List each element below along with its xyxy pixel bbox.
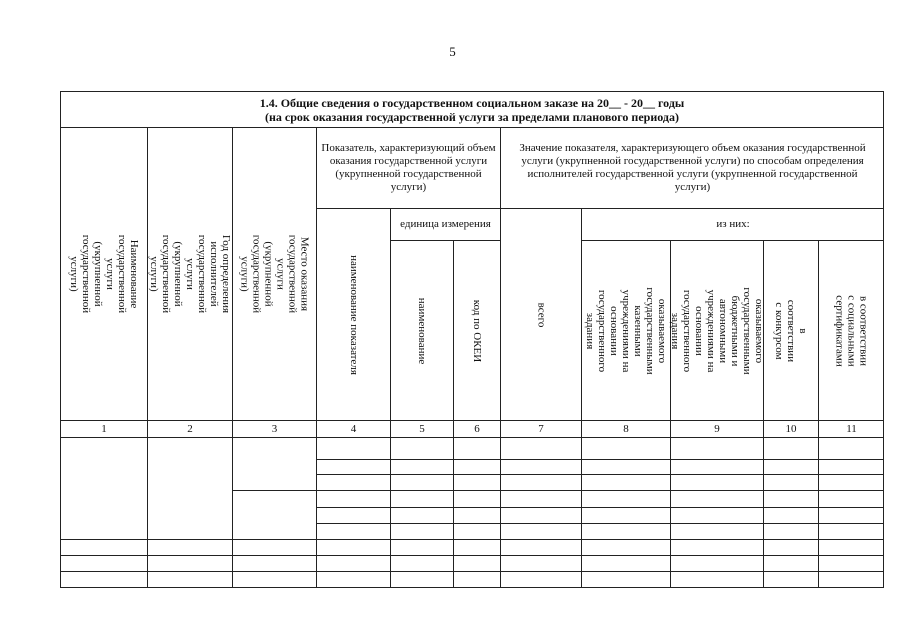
header-label: оказываемого государственными бюджетными и автономными учреждениями на основании государственного задания — [669, 286, 765, 375]
header-label: Наименование государственной услуги (укрупненной государственной услуги) — [68, 234, 140, 314]
header-label: Год определения исполнителей государственной услуги (укрупненной государственной услуги) — [148, 234, 232, 314]
header-certificates — [819, 241, 884, 420]
header-budget-institutions — [671, 241, 763, 420]
header-total — [501, 209, 581, 420]
column-number: 10 — [785, 422, 797, 435]
column-number: 8 — [623, 422, 629, 435]
page-number: 5 — [449, 44, 456, 59]
header-state-institutions — [582, 241, 670, 420]
header-label: наименование — [416, 297, 429, 364]
section-subtitle: (на срок оказания государственной услуги за пределами планового периода) — [265, 109, 679, 124]
header-of-them: из них: — [716, 218, 750, 230]
header-label: в соответствии с конкурсом — [773, 299, 809, 362]
header-place — [233, 128, 316, 420]
header-year — [148, 128, 232, 420]
header-label: код по ОКЕИ — [471, 299, 483, 362]
header-indicator-group: Показатель, характеризующий объем оказания государственной услуги (укрупненной государственной услуги) — [321, 142, 496, 193]
column-number: 2 — [187, 422, 193, 435]
column-number: 1 — [101, 422, 107, 435]
header-okei-code — [454, 241, 500, 420]
header-label: наименование показателя — [347, 254, 360, 375]
header-unit-name — [391, 241, 453, 420]
header-indicator-name — [317, 209, 390, 420]
column-number: 4 — [350, 422, 357, 435]
table-title-block — [60, 92, 884, 127]
header-label: в соответствии с социальными сертификатами — [833, 294, 870, 367]
header-label: оказываемого государственными казенными учреждениями на основании государственного задания — [584, 286, 668, 375]
column-number: 3 — [271, 422, 278, 435]
header-label: Место оказания государственной услуги (укрупненной государственной услуги) — [238, 234, 311, 314]
header-label: всего — [535, 302, 547, 327]
column-number: 9 — [714, 422, 720, 435]
header-unit-group: единица измерения — [400, 218, 491, 230]
column-number: 11 — [846, 422, 857, 435]
column-number: 5 — [419, 422, 425, 435]
header-competition — [764, 241, 818, 420]
section-title: 1.4. Общие сведения о государственном социальном заказе на 20__ - 20__ годы — [259, 95, 685, 110]
column-number: 7 — [538, 422, 544, 435]
column-number: 6 — [474, 422, 480, 435]
header-service-name — [61, 128, 147, 420]
header-value-group: Значение показателя, характеризующего объем оказания государственной услуги (укрупненной государственной услуги) по способам определения исполнителей государственной услуги (укрупненной государственной услуги) — [519, 142, 866, 193]
